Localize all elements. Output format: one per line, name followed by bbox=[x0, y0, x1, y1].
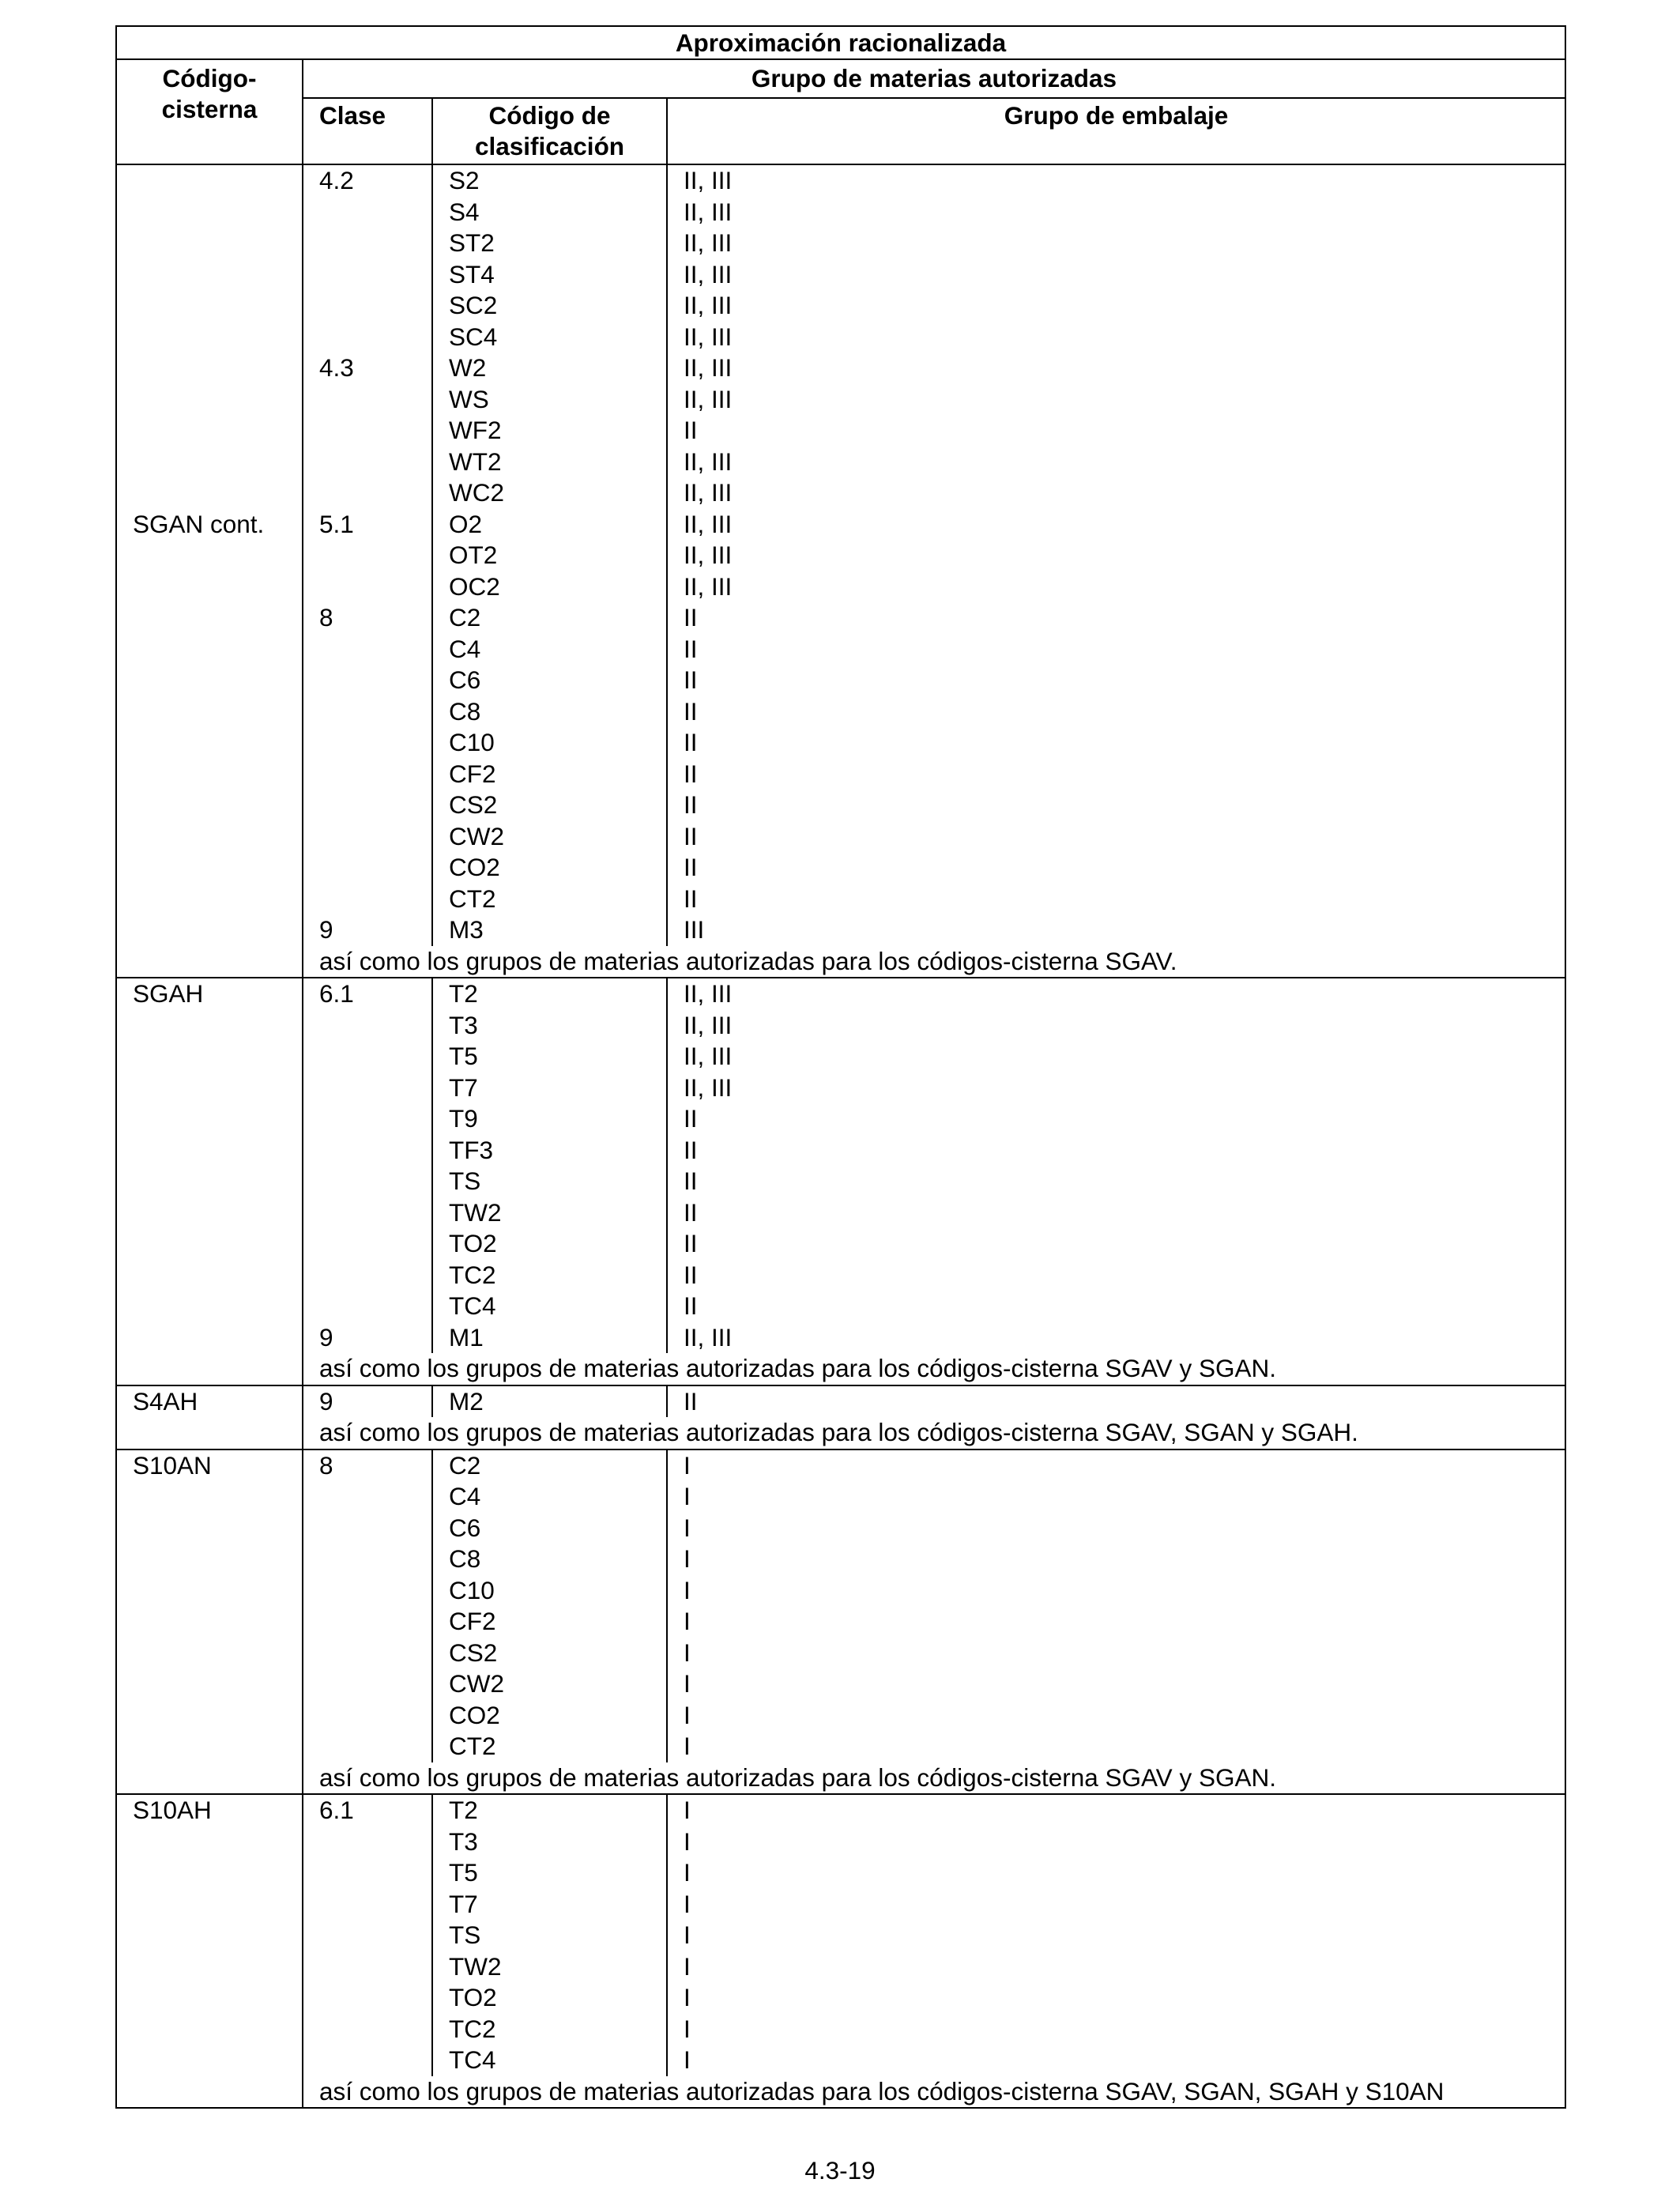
section-row bbox=[116, 978, 1565, 1353]
classification-code: O2 bbox=[449, 509, 483, 538]
tank-code-cell bbox=[116, 1385, 303, 1449]
class-value bbox=[303, 1638, 431, 1669]
class-value: 4.2 bbox=[319, 166, 354, 194]
packing-group: II, III bbox=[684, 509, 733, 538]
classification-code: OT2 bbox=[449, 541, 498, 569]
class-value bbox=[303, 727, 431, 759]
class-value bbox=[303, 1920, 431, 1951]
classification-code: M3 bbox=[449, 915, 484, 944]
table-title: Aproximación racionalizada bbox=[116, 26, 1565, 59]
class-value bbox=[303, 1982, 431, 2014]
class-value bbox=[303, 1228, 431, 1260]
class-value bbox=[303, 197, 431, 228]
classification-code: WC2 bbox=[449, 478, 504, 507]
class-value bbox=[303, 540, 431, 571]
class-value bbox=[303, 1041, 431, 1072]
header-packing-group: Grupo de embalaje bbox=[667, 98, 1565, 164]
class-value bbox=[303, 2014, 431, 2045]
class-value bbox=[303, 477, 431, 509]
classification-code: C10 bbox=[449, 1575, 495, 1604]
packing-group: II bbox=[684, 790, 698, 819]
classification-code: C4 bbox=[449, 1482, 481, 1510]
packing-group: II bbox=[684, 1167, 698, 1195]
classification-code: WS bbox=[449, 384, 489, 413]
authorized-groups-note: así como los grupos de materias autorizadas para los códigos-cisterna SGAV, SGAN, SGAH y S10AN bbox=[303, 2076, 1565, 2109]
classification-code: T5 bbox=[449, 1858, 478, 1887]
packing-group: II bbox=[684, 696, 698, 726]
packing-group: I bbox=[684, 1607, 691, 1635]
classification-code: T7 bbox=[449, 1889, 478, 1918]
packing-group: II, III bbox=[684, 1072, 733, 1102]
classification-code: C10 bbox=[449, 728, 495, 756]
classification-code: SC4 bbox=[449, 322, 498, 351]
class-value bbox=[303, 1072, 431, 1104]
class-value bbox=[303, 1889, 431, 1921]
classification-code: CS2 bbox=[449, 1638, 498, 1667]
classification-code: CF2 bbox=[449, 1607, 496, 1635]
classification-code: M1 bbox=[449, 1322, 484, 1351]
authorized-groups-note: así como los grupos de materias autorizadas para los códigos-cisterna SGAV y SGAN. bbox=[303, 1762, 1565, 1795]
section-note-row bbox=[116, 1353, 1565, 1385]
class-value bbox=[303, 1166, 431, 1197]
classification-code: W2 bbox=[449, 353, 487, 382]
classification-code: C2 bbox=[449, 1450, 481, 1480]
packing-group: II, III bbox=[684, 979, 733, 1008]
authorized-groups-note: así como los grupos de materias autorizadas para los códigos-cisterna SGAV y SGAN. bbox=[303, 1353, 1565, 1385]
class-value: 8 bbox=[319, 1450, 333, 1480]
packing-group: II bbox=[684, 1260, 698, 1289]
class-value: 9 bbox=[319, 915, 333, 944]
classification-code: T7 bbox=[449, 1072, 478, 1102]
class-value bbox=[303, 759, 431, 790]
class-value: 5.1 bbox=[319, 509, 354, 538]
classification-code: CW2 bbox=[449, 1669, 504, 1698]
packing-group: II bbox=[684, 728, 698, 756]
packing-group: II bbox=[684, 1386, 698, 1416]
class-value: 8 bbox=[319, 603, 333, 631]
classification-code: SC2 bbox=[449, 291, 498, 319]
class-value bbox=[303, 228, 431, 259]
class-value: 9 bbox=[319, 1322, 333, 1351]
classification-code: C2 bbox=[449, 603, 481, 631]
section-note-row bbox=[116, 2076, 1565, 2109]
tank-code: SGAH bbox=[133, 979, 204, 1008]
packing-group: II, III bbox=[684, 384, 733, 413]
classification-code-cell bbox=[432, 1794, 667, 2076]
classification-code: TW2 bbox=[449, 1951, 502, 1981]
packing-group: II bbox=[684, 853, 698, 881]
packing-group: I bbox=[684, 1983, 691, 2011]
section-note-row bbox=[116, 946, 1565, 978]
packing-group: I bbox=[684, 1796, 691, 1824]
class-value bbox=[303, 447, 431, 478]
class-value bbox=[303, 1544, 431, 1575]
section-note-row bbox=[116, 1762, 1565, 1795]
class-value: 6.1 bbox=[319, 979, 354, 1008]
page-number: 4.3-19 bbox=[804, 2156, 876, 2185]
class-value bbox=[303, 1668, 431, 1700]
classification-code: TC4 bbox=[449, 1291, 496, 1320]
packing-group: I bbox=[684, 1575, 691, 1604]
classification-code: WF2 bbox=[449, 416, 502, 444]
packing-group: II, III bbox=[684, 228, 733, 257]
classification-code: TC4 bbox=[449, 2045, 496, 2074]
classification-code: WT2 bbox=[449, 447, 502, 476]
class-value bbox=[303, 790, 431, 821]
class-cell bbox=[303, 1385, 432, 1418]
class-cell bbox=[303, 978, 432, 1353]
class-cell bbox=[303, 1794, 432, 2076]
packing-group: II bbox=[684, 603, 698, 631]
rationalized-approach-table bbox=[115, 25, 1566, 2109]
class-value bbox=[303, 1575, 431, 1607]
classification-code: C6 bbox=[449, 665, 481, 694]
packing-group: II bbox=[684, 1135, 698, 1164]
packing-group: I bbox=[684, 1513, 691, 1542]
table-body bbox=[116, 164, 1565, 2108]
class-value bbox=[303, 1700, 431, 1732]
tank-code: S10AN bbox=[133, 1450, 212, 1480]
tank-code: S4AH bbox=[133, 1386, 198, 1416]
header-class: Clase bbox=[303, 98, 432, 164]
classification-code: S2 bbox=[449, 166, 480, 194]
section-row bbox=[116, 1794, 1565, 2076]
packing-group: II, III bbox=[684, 447, 733, 476]
classification-code-cell bbox=[432, 164, 667, 946]
packing-group: II, III bbox=[684, 571, 733, 601]
header-tank-code bbox=[116, 59, 303, 164]
class-value bbox=[303, 1826, 431, 1858]
classification-code: T2 bbox=[449, 1796, 478, 1824]
packing-group: I bbox=[684, 1826, 691, 1856]
classification-code-cell bbox=[432, 1449, 667, 1762]
classification-code: CT2 bbox=[449, 884, 496, 913]
class-value: 6.1 bbox=[319, 1796, 354, 1824]
packing-group: II, III bbox=[684, 478, 733, 507]
classification-code: T5 bbox=[449, 1042, 478, 1070]
class-value bbox=[303, 290, 431, 322]
class-value bbox=[303, 1291, 431, 1322]
packing-group: I bbox=[684, 1921, 691, 1949]
packing-group: I bbox=[684, 1700, 691, 1729]
classification-code: C6 bbox=[449, 1513, 481, 1542]
class-value bbox=[303, 1260, 431, 1291]
packing-group: I bbox=[684, 2045, 691, 2074]
classification-code: CF2 bbox=[449, 759, 496, 788]
classification-code: C8 bbox=[449, 696, 481, 726]
classification-code: T9 bbox=[449, 1104, 478, 1133]
class-value bbox=[303, 1103, 431, 1135]
packing-group: II, III bbox=[684, 166, 733, 194]
tank-code-cell bbox=[116, 164, 303, 978]
packing-group: I bbox=[684, 1638, 691, 1667]
tank-code-cell bbox=[116, 1794, 303, 2108]
packing-group: I bbox=[684, 1450, 691, 1480]
classification-code: T3 bbox=[449, 1010, 478, 1039]
classification-code: ST4 bbox=[449, 259, 495, 288]
header-authorized-group: Grupo de materias autorizadas bbox=[303, 59, 1565, 98]
packing-group: II, III bbox=[684, 291, 733, 319]
class-value bbox=[303, 1010, 431, 1042]
classification-code: TS bbox=[449, 1921, 481, 1949]
classification-code: CO2 bbox=[449, 1700, 500, 1729]
classification-code-cell bbox=[432, 978, 667, 1353]
packing-group: II, III bbox=[684, 1322, 733, 1351]
classification-code: M2 bbox=[449, 1386, 484, 1416]
section-row bbox=[116, 1385, 1565, 1418]
class-value: 4.3 bbox=[319, 353, 354, 382]
header-classification-code bbox=[432, 98, 667, 164]
class-value: 9 bbox=[319, 1386, 333, 1416]
section-row bbox=[116, 164, 1565, 946]
class-value bbox=[303, 1135, 431, 1167]
packing-group: I bbox=[684, 1544, 691, 1573]
classification-code: T2 bbox=[449, 979, 478, 1008]
class-value bbox=[303, 634, 431, 665]
section-row bbox=[116, 1449, 1565, 1762]
packing-group-cell bbox=[667, 1385, 1565, 1418]
classification-code: TO2 bbox=[449, 1983, 497, 2011]
classification-code: CS2 bbox=[449, 790, 498, 819]
packing-group: I bbox=[684, 1482, 691, 1510]
packing-group: III bbox=[684, 915, 705, 944]
class-value bbox=[303, 1731, 431, 1762]
class-value bbox=[303, 571, 431, 603]
authorized-groups-note: así como los grupos de materias autorizadas para los códigos-cisterna SGAV. bbox=[303, 946, 1565, 978]
tank-code-cell bbox=[116, 978, 303, 1385]
packing-group-cell bbox=[667, 1449, 1565, 1762]
packing-group: II, III bbox=[684, 259, 733, 288]
classification-code: C4 bbox=[449, 634, 481, 663]
tank-code: SGAN cont. bbox=[133, 509, 265, 538]
class-value bbox=[303, 696, 431, 728]
tank-code-cell bbox=[116, 1449, 303, 1795]
classification-code: CO2 bbox=[449, 853, 500, 881]
classification-code: OC2 bbox=[449, 571, 500, 601]
class-value bbox=[303, 1481, 431, 1513]
packing-group: II bbox=[684, 1229, 698, 1257]
packing-group: I bbox=[684, 1951, 691, 1981]
classification-code: ST2 bbox=[449, 228, 495, 257]
class-value bbox=[303, 415, 431, 447]
class-value bbox=[303, 1606, 431, 1638]
class-cell bbox=[303, 1449, 432, 1762]
section-note-row bbox=[116, 1417, 1565, 1449]
packing-group-cell bbox=[667, 164, 1565, 946]
class-value bbox=[303, 1513, 431, 1544]
authorized-groups-note: así como los grupos de materias autorizadas para los códigos-cisterna SGAV, SGAN y SGAH. bbox=[303, 1417, 1565, 1449]
packing-group: I bbox=[684, 1858, 691, 1887]
packing-group: II, III bbox=[684, 1042, 733, 1070]
class-cell bbox=[303, 164, 432, 946]
class-value bbox=[303, 1951, 431, 1983]
classification-code: T3 bbox=[449, 1826, 478, 1856]
packing-group: II bbox=[684, 665, 698, 694]
packing-group: II bbox=[684, 1104, 698, 1133]
packing-group: II, III bbox=[684, 322, 733, 351]
classification-code: TC2 bbox=[449, 2014, 496, 2043]
class-value bbox=[303, 821, 431, 853]
packing-group-cell bbox=[667, 978, 1565, 1353]
packing-group: II, III bbox=[684, 353, 733, 382]
packing-group-cell bbox=[667, 1794, 1565, 2076]
header-tank-code-text: Código-cisterna bbox=[161, 64, 258, 123]
classification-code: TW2 bbox=[449, 1197, 502, 1227]
header-classification-code-text: Código de clasificación bbox=[474, 101, 625, 160]
packing-group: II, III bbox=[684, 541, 733, 569]
class-value bbox=[303, 1857, 431, 1889]
class-value bbox=[303, 665, 431, 696]
class-value bbox=[303, 384, 431, 416]
tank-code: S10AH bbox=[133, 1796, 212, 1824]
classification-code: S4 bbox=[449, 197, 480, 226]
packing-group: II bbox=[684, 821, 698, 850]
packing-group: II bbox=[684, 634, 698, 663]
classification-code: TC2 bbox=[449, 1260, 496, 1289]
classification-code-cell bbox=[432, 1385, 667, 1418]
class-value bbox=[303, 2045, 431, 2076]
classification-code: CT2 bbox=[449, 1732, 496, 1760]
packing-group: II bbox=[684, 416, 698, 444]
packing-group: II, III bbox=[684, 197, 733, 226]
classification-code: TF3 bbox=[449, 1135, 494, 1164]
class-value bbox=[303, 852, 431, 884]
packing-group: I bbox=[684, 1669, 691, 1698]
packing-group: I bbox=[684, 2014, 691, 2043]
classification-code: TS bbox=[449, 1167, 481, 1195]
packing-group: I bbox=[684, 1732, 691, 1760]
classification-code: CW2 bbox=[449, 821, 504, 850]
packing-group: II bbox=[684, 1291, 698, 1320]
packing-group: II bbox=[684, 884, 698, 913]
class-value bbox=[303, 1197, 431, 1229]
classification-code: TO2 bbox=[449, 1229, 497, 1257]
classification-code: C8 bbox=[449, 1544, 481, 1573]
class-value bbox=[303, 322, 431, 353]
packing-group: I bbox=[684, 1889, 691, 1918]
packing-group: II, III bbox=[684, 1010, 733, 1039]
packing-group: II bbox=[684, 759, 698, 788]
class-value bbox=[303, 259, 431, 291]
class-value bbox=[303, 884, 431, 915]
packing-group: II bbox=[684, 1197, 698, 1227]
